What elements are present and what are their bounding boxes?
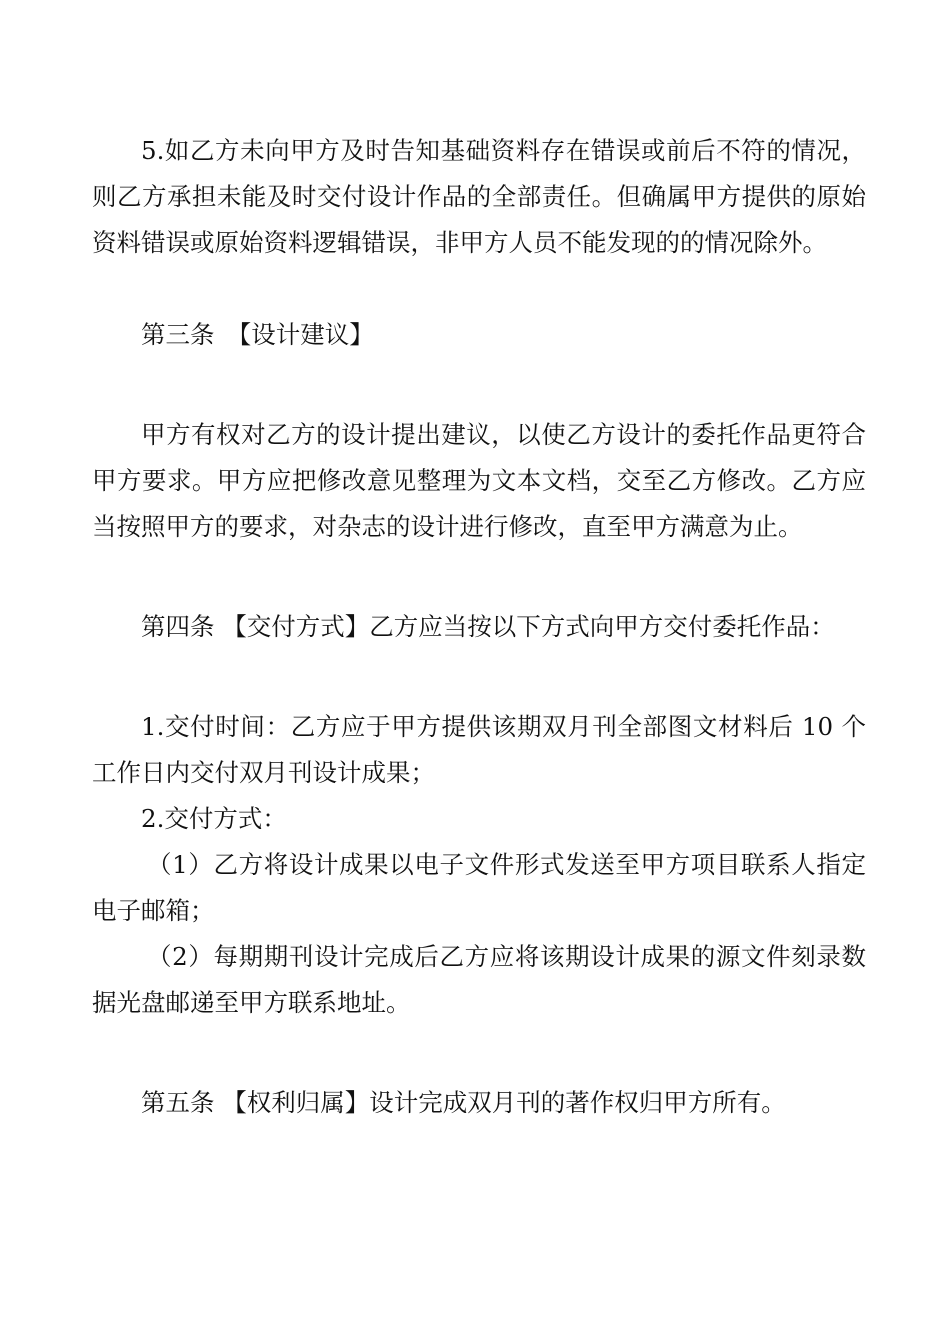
paragraph-basic-data-error: 5.如乙方未向甲方及时告知基础资料存在错误或前后不符的情况，则乙方承担未能及时交付设计作品的全部责任。但确属甲方提供的原始资料错误或原始资料逻辑错误，非甲方人员不能发现的的情况除外。 [92, 136, 866, 257]
article-5-heading: 第五条 【权利归属】设计完成双月刊的著作权归甲方所有。 [141, 1088, 786, 1117]
paragraph-delivery-method: 2.交付方式： [141, 804, 287, 833]
paragraph-delivery-time: 1.交付时间：乙方应于甲方提供该期双月刊全部图文材料后 10 个工作日内交付双月刊设计成果； [92, 712, 866, 787]
spacer [92, 1026, 866, 1080]
article-4-heading: 第四条 【交付方式】乙方应当按以下方式向甲方交付委托作品： [141, 612, 835, 641]
spacer [92, 266, 866, 312]
document-page [92, 128, 866, 1126]
paragraph-design-suggestions: 甲方有权对乙方的设计提出建议，以使乙方设计的委托作品更符合甲方要求。甲方应把修改意见整理为文本文档，交至乙方修改。乙方应当按照甲方的要求，对杂志的设计进行修改，直至甲方满意为止。 [92, 420, 866, 541]
spacer [92, 650, 866, 704]
spacer [92, 550, 866, 604]
article-3-heading: 第三条 【设计建议】 [141, 320, 374, 349]
paragraph-delivery-email: （1）乙方将设计成果以电子文件形式发送至甲方项目联系人指定电子邮箱； [92, 850, 866, 925]
spacer [92, 358, 866, 412]
paragraph-delivery-disc: （2）每期期刊设计完成后乙方应将该期设计成果的源文件刻录数据光盘邮递至甲方联系地址。 [92, 942, 866, 1017]
